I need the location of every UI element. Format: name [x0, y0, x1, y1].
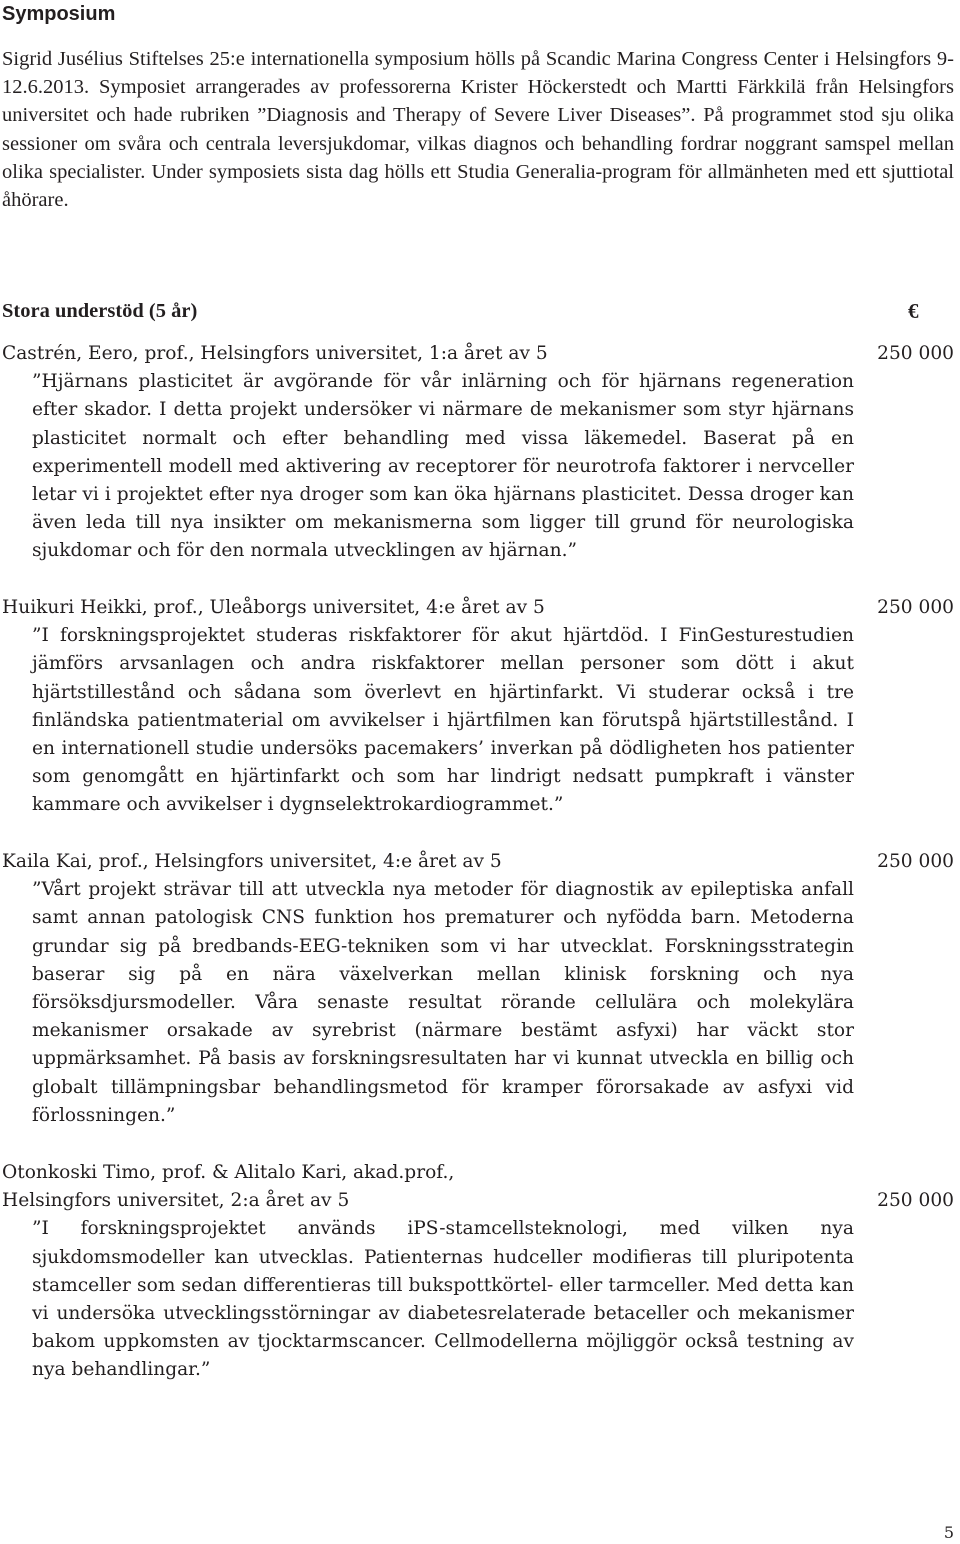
grant-recipient: Castrén, Eero, prof., Helsingfors universitet, 1:a året av 5 [2, 343, 548, 364]
grant-amount: 250 000 [877, 1190, 954, 1211]
grant-description: ”I forskningsprojektet studeras riskfaktorer för akut hjärtdöd. I FinGesturestudien jämförs arvsanlagen och andra riskfaktorer mellan personer som dött i akut hjärtstillestånd och sådana som överlevt en hjärtinfarkt. Vi studerar också i tre finländska patientmaterial om avvikelser i hjärtfilmen kan förutspå hjärtstillestånd. I en internationell studie undersöks pacemakers’ inverkan på dödligheten hos patienter som genomgått en hjärtinfarkt och som har lindrigt nedsatt pumpkraft i vänster kammare och avvikelser i dygnselektrokardiogrammet.” [32, 625, 854, 816]
grant-entry [2, 1159, 958, 1385]
grant-amount: 250 000 [877, 851, 954, 872]
grant-entry [2, 594, 958, 820]
grant-description: ”Hjärnans plasticitet är avgörande för vår inlärning och för hjärnans regeneration efter skador. I detta projekt undersöker vi närmare de mekanismer som styr hjärnans plasticitet normalt och efter behandling med vissa läkemedel. Baserat på en experimentell modell med aktivering av receptorer för neurotrofa faktorer i nervceller letar vi i projektet efter nya droger som kan öka hjärnans plasticitet. Dessa droger kan även leda till nya insikter om mekanismerna som ligger till grund för neurologiska sjukdomar och för den normala utvecklingen av hjärnan.” [32, 371, 854, 562]
grant-recipient: Otonkoski Timo, prof. & Alitalo Kari, akad.prof., [2, 1162, 455, 1183]
grant-amount: 250 000 [877, 343, 954, 364]
intro-paragraph: Sigrid Jusélius Stiftelses 25:e internationella symposium hölls på Scandic Marina Congress Center i Helsingfors 9-12.6.2013. Symposiet arrangerades av professorerna Krister Höckerstedt och Martti Färkkilä från Helsingfors universitet och hade rubriken ”Diagnosis and Therapy of Severe Liver Diseases”. På programmet stod sju olika sessioner om svåra och centrala leversjukdomar, vilkas diagnos och behandling fordrar noggrant samspel mellan olika specialister. Under symposiets sista dag hölls ett Studia Generalia-program för allmänheten med ett sjuttiotal åhörare. [2, 48, 954, 212]
grant-entry [2, 848, 958, 1130]
page-heading: Symposium [2, 3, 116, 25]
grant-recipient: Huikuri Heikki, prof., Uleåborgs universitet, 4:e året av 5 [2, 597, 545, 618]
currency-symbol: € [908, 299, 919, 323]
grant-description: ”I forskningsprojektet används iPS-stamcellsteknologi, med vilken nya sjukdomsmodeller kan utvecklas. Patienternas hudceller modifieras till pluripotenta stamceller som sedan differentieras till bukspottkörtel- eller tarmceller. Med detta kan vi undersöka utvecklingsstörningar av diabetesrelaterade betaceller och mekanismer bakom uppkomsten av tjocktarmscancer. Cellmodellerna möjliggör också testning av nya behandlingar.” [32, 1218, 854, 1381]
grant-amount: 250 000 [877, 597, 954, 618]
grant-entry [2, 340, 958, 566]
grant-affiliation: Helsingfors universitet, 2:a året av 5 [2, 1190, 350, 1212]
grant-description: ”Vårt projekt strävar till att utveckla nya metoder för diagnostik av epileptiska anfall samt annan patologisk CNS funktion hos prematurer och nyfödda barn. Metoderna grundar sig på bredbands-EEG-tekniken som vi har utvecklat. Forskningsstrategin baserar sig på en nära växelverkan mellan klinisk forskning och nya försöksdjursmodeller. Våra senaste resultat rörande cellulära och molekylära mekanismer orsakade av syrebrist (närmare bestämt asfyxi) har väckt stor uppmärksamhet. På basis av forskningsresultaten har vi kunnat utveckla en billig och globalt tillämpningsbar behandlingsmetod för kramper förorsakade av asfyxi vid förlossningen.” [32, 879, 854, 1126]
grant-recipient: Kaila Kai, prof., Helsingfors universitet, 4:e året av 5 [2, 851, 502, 872]
section-title: Stora understöd (5 år) [2, 300, 198, 322]
page-number: 5 [943, 1523, 954, 1542]
